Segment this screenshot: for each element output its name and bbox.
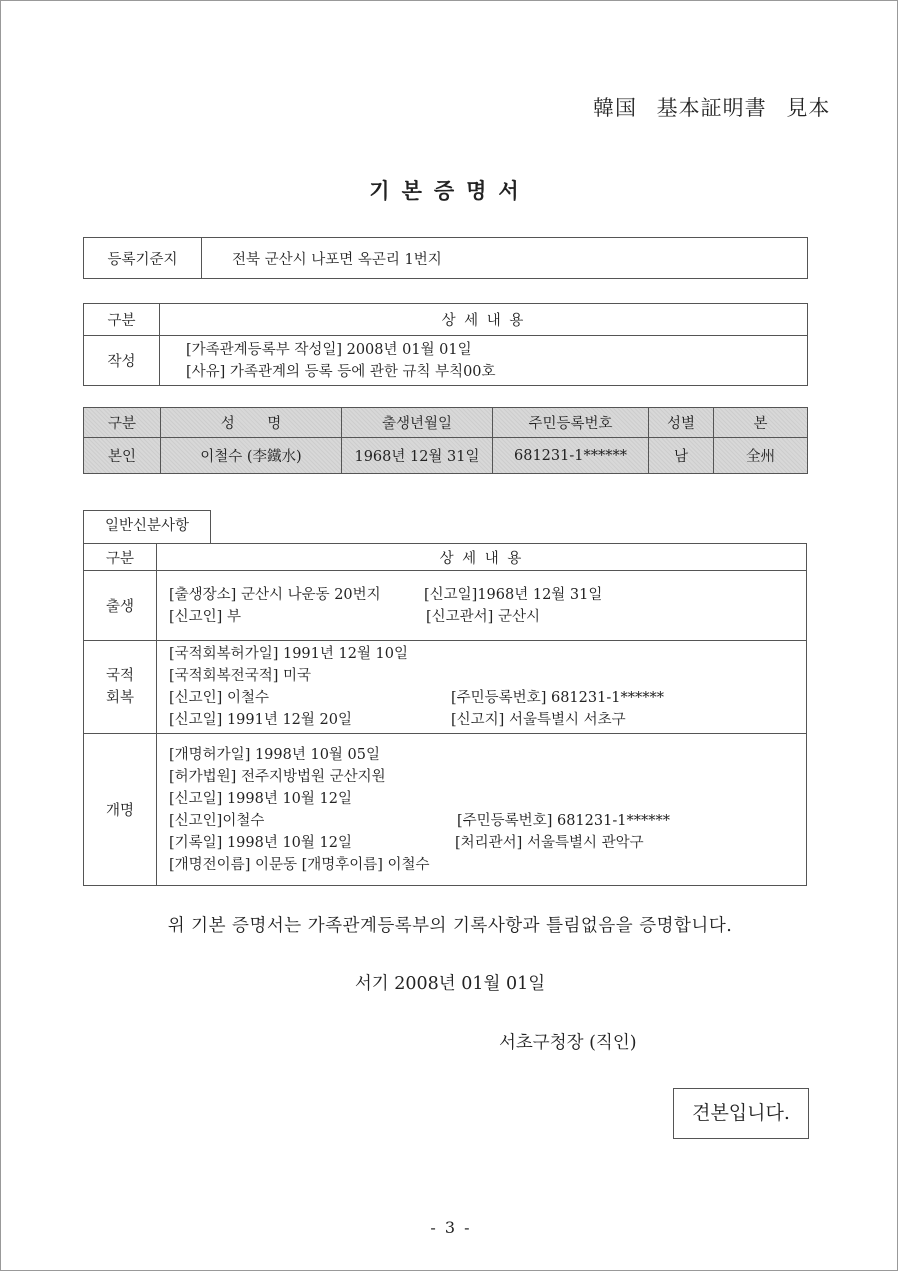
registry-value: 전북 군산시 나포면 옥곤리 1번지 <box>202 238 808 279</box>
birth-office: [신고관서] 군산시 <box>426 608 540 625</box>
nationality-reporter: [신고인] 이철수 <box>169 690 269 706</box>
person-header-gender: 성별 <box>649 408 714 438</box>
general-col-category: 구분 <box>84 544 157 571</box>
rename-reporter: [신고인]이철수 <box>169 812 265 829</box>
certification-text: 위 기본 증명서는 가족관계등록부의 기록사항과 틀림없음을 증명합니다. <box>167 916 733 936</box>
registry-label: 등록기준지 <box>84 238 202 279</box>
registry-table <box>83 237 808 279</box>
person-birthdate: 1968년 12월 31일 <box>342 438 493 474</box>
creation-row-label: 작성 <box>84 336 160 386</box>
person-origin: 全州 <box>714 438 808 474</box>
rename-label: 개명 <box>84 734 157 886</box>
nationality-label-line1: 국적 <box>105 668 134 684</box>
rename-record-date: [기록일] 1998년 10월 12일 <box>169 834 352 851</box>
rename-court: [허가법원] 전주지방법원 군산지원 <box>169 768 386 785</box>
rename-permit-date: [개명허가일] 1998년 10월 05일 <box>169 746 380 763</box>
person-header-category: 구분 <box>84 408 161 438</box>
sample-stamp: 견본입니다. <box>673 1088 809 1139</box>
creation-col-detail: 상 세 내 용 <box>160 304 808 336</box>
person-gender: 남 <box>649 438 714 474</box>
birth-reporter: [신고인] 부 <box>169 608 241 625</box>
person-resident-number: 681231-1****** <box>493 438 649 474</box>
person-category: 본인 <box>84 438 161 474</box>
general-table <box>83 543 807 886</box>
person-name: 이철수 (李鐵水) <box>161 438 342 474</box>
nationality-report-date: [신고일] 1991년 12월 20일 <box>169 712 352 728</box>
creation-line-1: [가족관계등록부 작성일] 2008년 01월 01일 <box>186 341 472 358</box>
rename-resident-number: [주민등록번호] 681231-1****** <box>457 812 670 829</box>
person-header-resident-number: 주민등록번호 <box>493 408 649 438</box>
birth-place: [출생장소] 군산시 나운동 20번지 <box>169 586 381 603</box>
creation-table <box>83 303 808 386</box>
page-number: - 3 - <box>430 1218 470 1237</box>
nationality-prev: [국적회복전국적] 미국 <box>169 668 311 684</box>
rename-office: [처리관서] 서울특별시 관악구 <box>455 834 644 851</box>
nationality-resident-number: [주민등록번호] 681231-1****** <box>451 690 664 706</box>
person-header-name: 성 명 <box>161 408 342 438</box>
person-table <box>83 407 808 474</box>
general-col-detail: 상 세 내 용 <box>157 544 807 571</box>
person-header-origin: 본 <box>714 408 808 438</box>
creation-line-2: [사유] 가족관계의 등록 등에 관한 규칙 부칙00호 <box>186 363 496 380</box>
general-section-label: 일반신분사항 <box>83 510 211 543</box>
issuer: 서초구청장 (직인) <box>499 1033 637 1053</box>
rename-report-date: [신고일] 1998년 10월 12일 <box>169 790 352 807</box>
document-title: 기본증명서 <box>369 178 531 203</box>
issue-date: 서기 2008년 01월 01일 <box>354 974 546 994</box>
header-note: 韓国 基本証明書 見本 <box>593 96 831 120</box>
person-header-birthdate: 출생년월일 <box>342 408 493 438</box>
nationality-permit-date: [국적회복허가일] 1991년 12월 10일 <box>169 646 409 662</box>
birth-report-date: [신고일]1968년 12월 31일 <box>424 586 603 603</box>
birth-label: 출생 <box>84 571 157 641</box>
rename-names: [개명전이름] 이문동 [개명후이름] 이철수 <box>169 856 430 873</box>
nationality-label-line2: 회복 <box>105 690 134 706</box>
nationality-report-place: [신고지] 서울특별시 서초구 <box>451 712 626 728</box>
creation-col-category: 구분 <box>84 304 160 336</box>
